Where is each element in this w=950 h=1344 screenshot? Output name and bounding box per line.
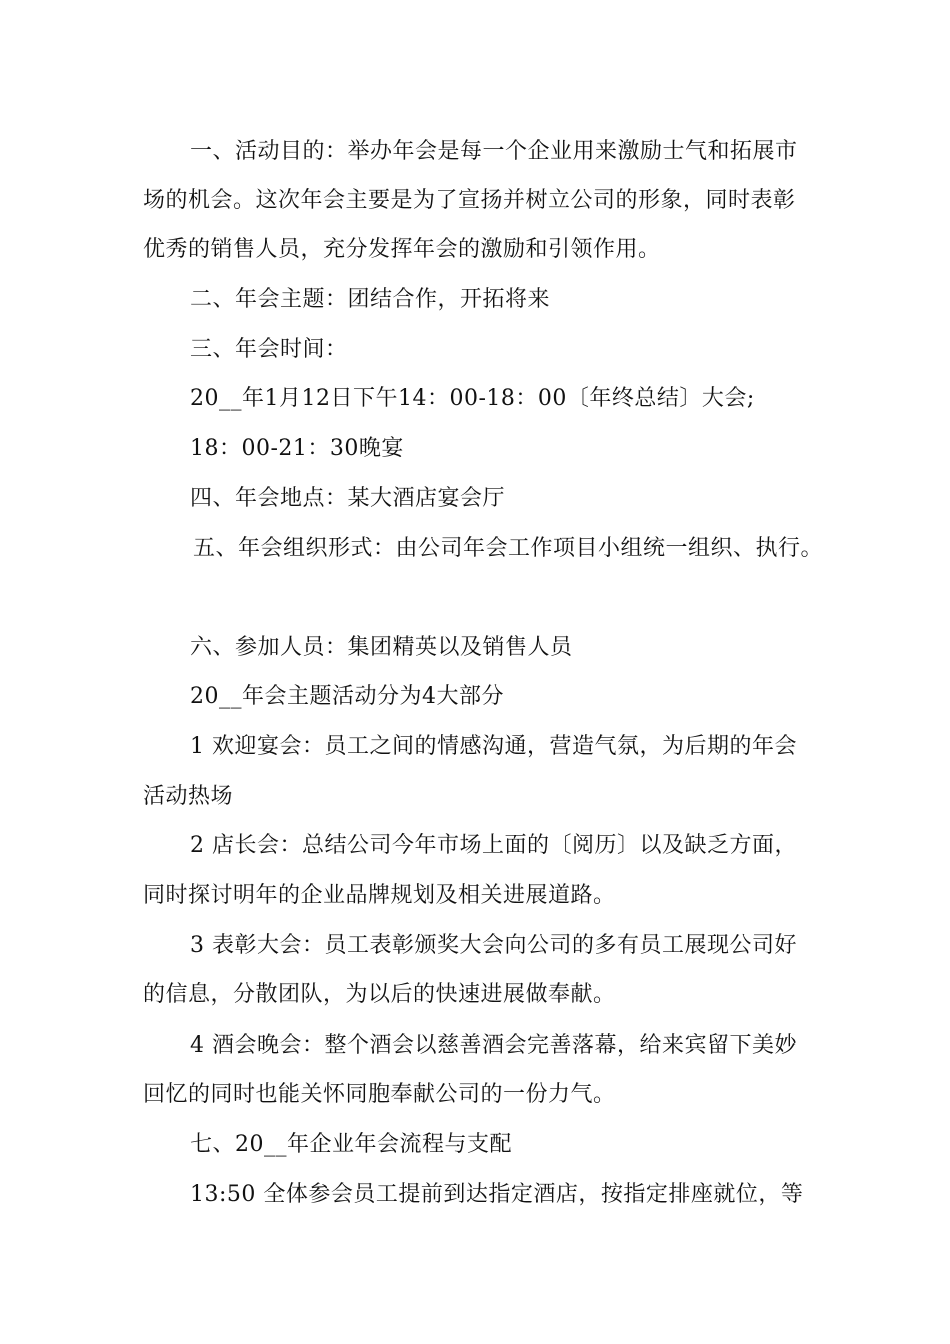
paragraph-line: 20__年会主题活动分为4大部分 [190,684,504,709]
paragraph-line: 优秀的销售人员，充分发挥年会的激励和引领作用。 [143,237,661,262]
paragraph-line: 3 表彰大会：员工表彰颁奖大会向公司的多有员工展现公司好 [190,933,797,958]
paragraph-line: 2 店长会：总结公司今年市场上面的〔阅历〕以及缺乏方面， [190,833,797,858]
paragraph-line: 回忆的同时也能关怀同胞奉献公司的一份力气。 [143,1082,616,1107]
paragraph-line: 场的机会。这次年会主要是为了宣扬并树立公司的形象，同时表彰 [143,188,796,213]
paragraph-line: 三、年会时间： [190,337,348,362]
paragraph-line: 一、活动目的：举办年会是每一个企业用来激励士气和拓展市 [190,139,798,164]
paragraph-line: 同时探讨明年的企业品牌规划及相关进展道路。 [143,883,616,908]
paragraph-line: 4 酒会晚会：整个酒会以慈善酒会完善落幕，给来宾留下美妙 [190,1033,797,1058]
paragraph-line: 1 欢迎宴会：员工之间的情感沟通，营造气氛，为后期的年会 [190,734,797,759]
paragraph-line: 六、参加人员：集团精英以及销售人员 [190,635,573,660]
paragraph-line: 13:50 全体参会员工提前到达指定酒店，按指定排座就位，等 [190,1182,804,1207]
paragraph-line: 五、年会组织形式：由公司年会工作项目小组统一组织、执行。 [193,536,824,561]
paragraph-line: 20__年1月12日下午14：00-18：00〔年终总结〕大会; [190,386,755,411]
paragraph-line: 四、年会地点：某大酒店宴会厅 [190,486,506,511]
paragraph-line: 二、年会主题：团结合作，开拓将来 [190,287,551,312]
paragraph-line: 七、20__年企业年会流程与支配 [190,1132,512,1157]
paragraph-line: 的信息，分散团队，为以后的快速进展做奉献。 [143,982,616,1007]
paragraph-line: 18：00-21：30晚宴 [190,436,404,461]
paragraph-line: 活动热场 [143,784,234,809]
